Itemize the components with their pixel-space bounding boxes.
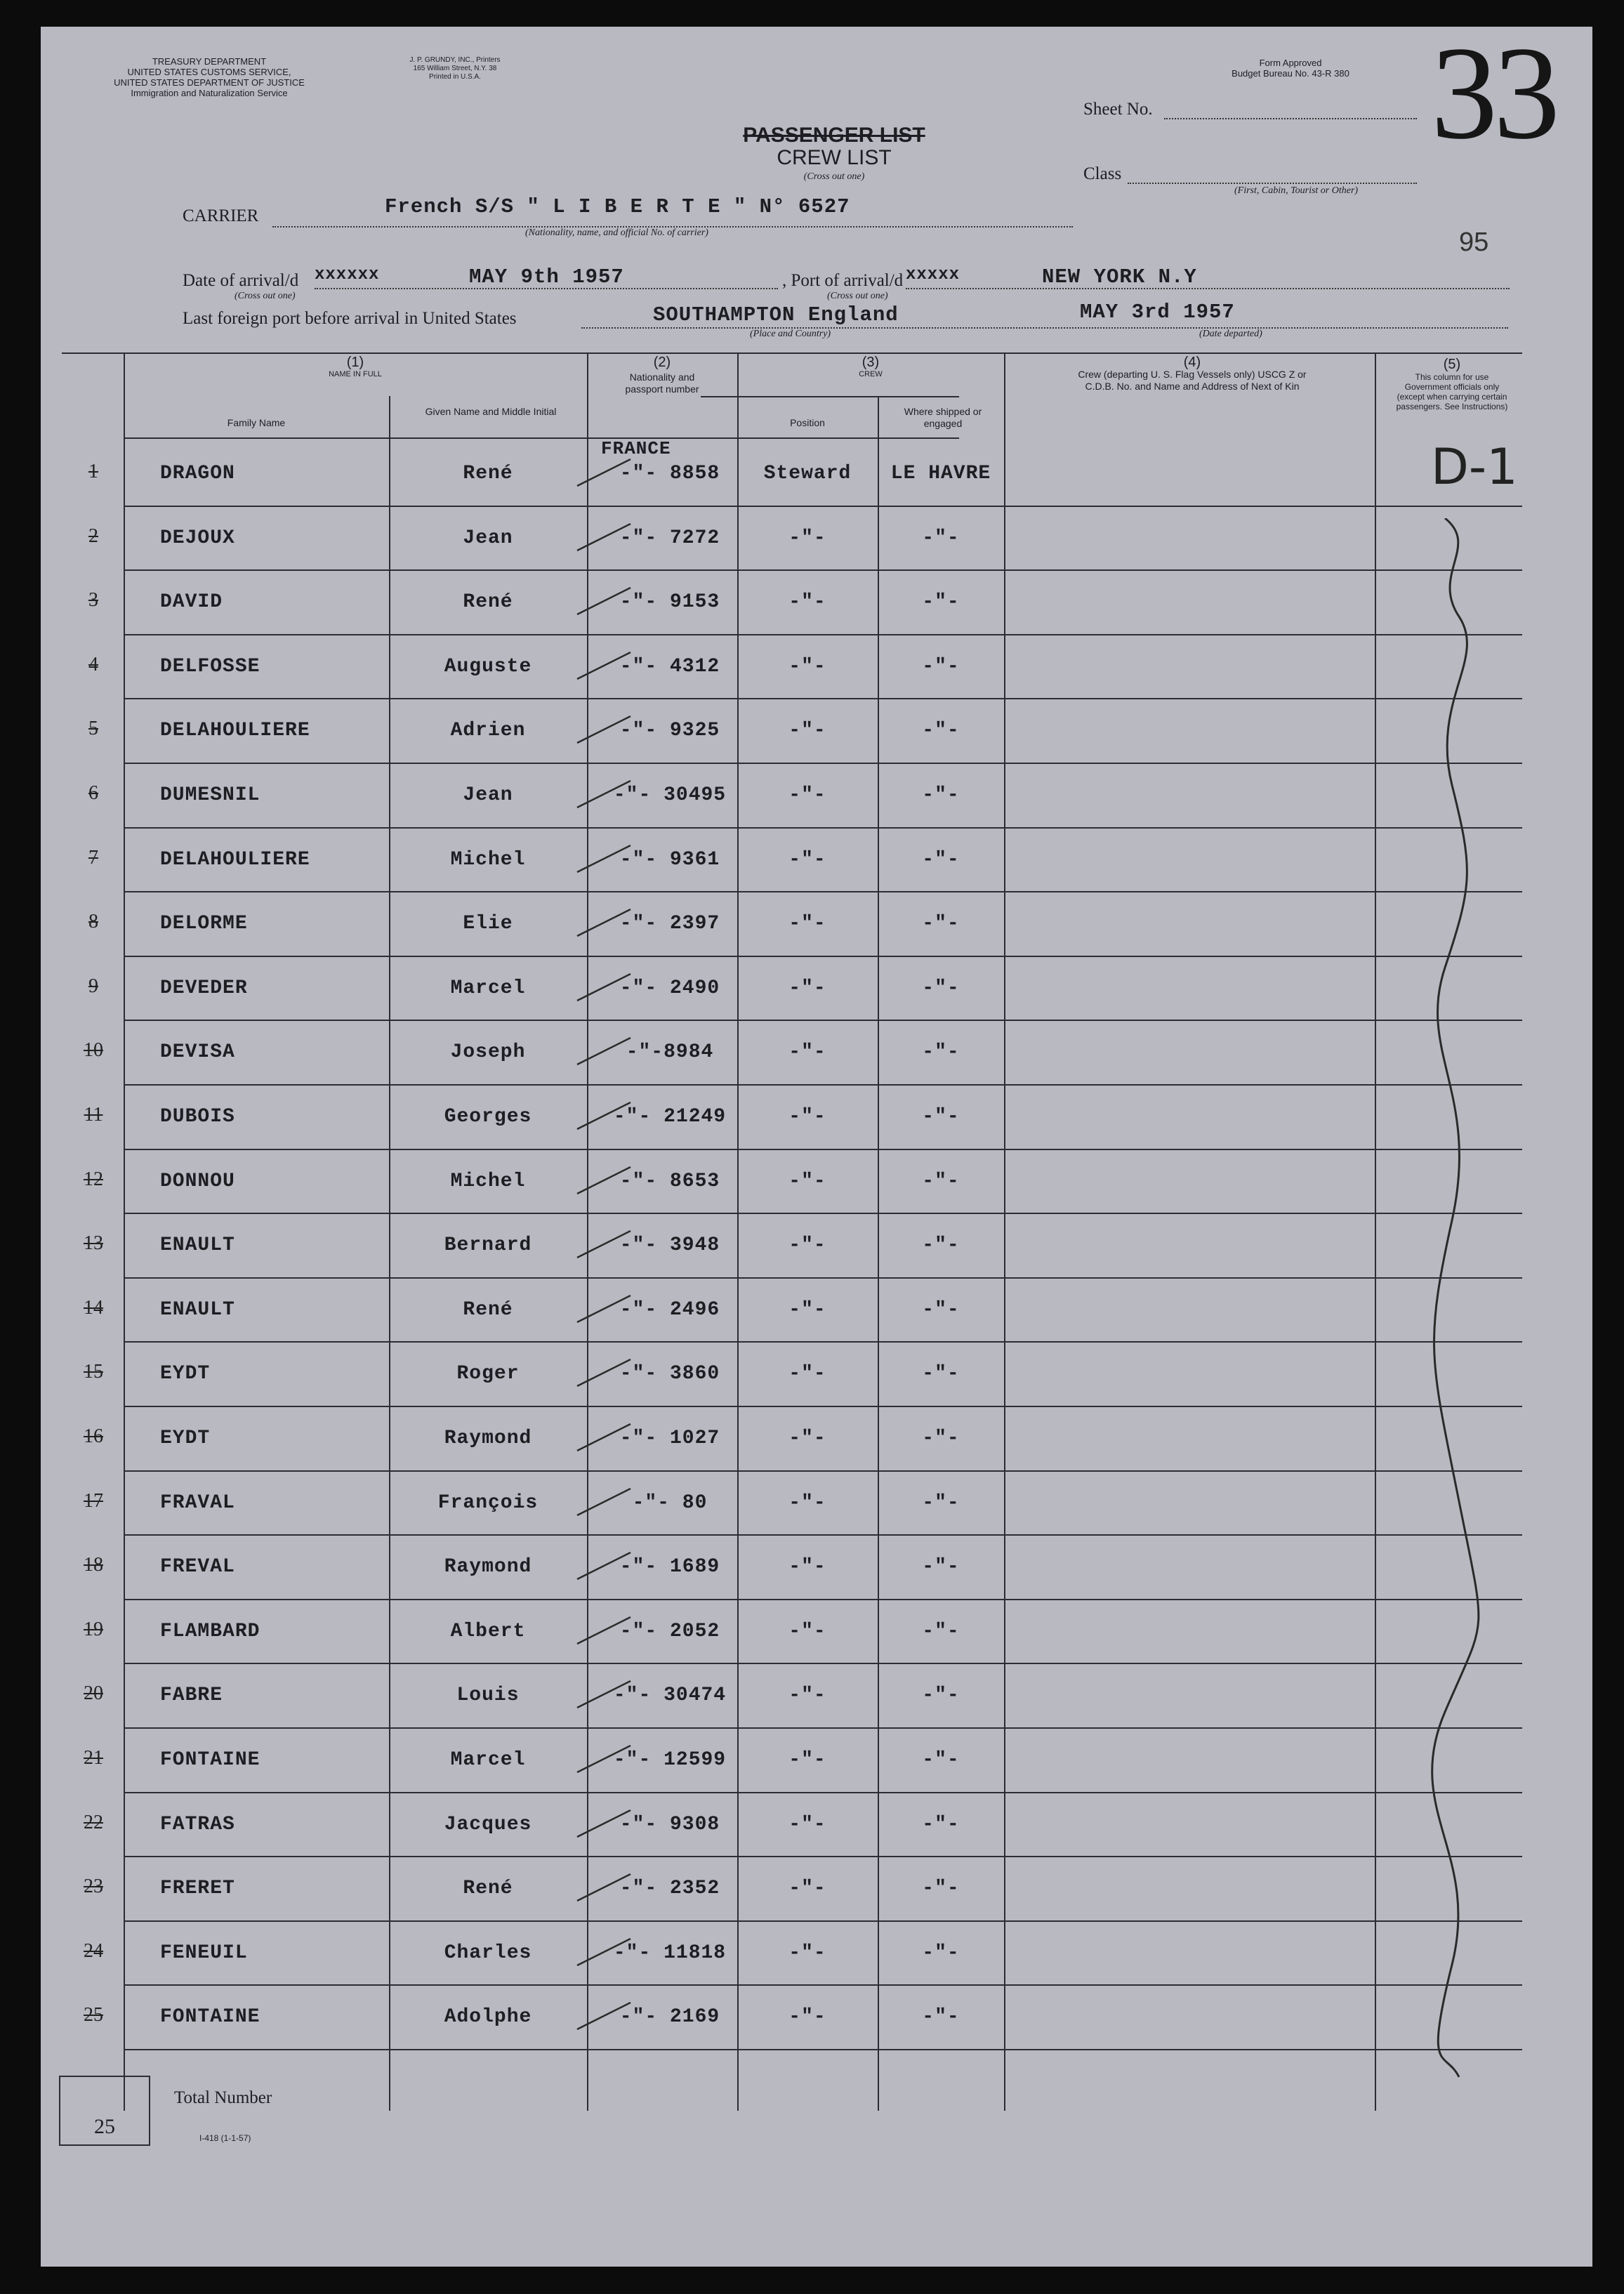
cell-family: FENEUIL: [160, 1942, 248, 1964]
col1-number: (1): [346, 355, 364, 370]
cell-passport: -"- 2169: [619, 2005, 720, 2028]
check-mark-icon: [574, 1291, 638, 1326]
sheet-no-line: [1164, 118, 1417, 119]
cell-passport: -"- 8653: [619, 1170, 720, 1192]
last-port-hint: (Place and Country): [750, 329, 831, 339]
check-mark-icon: [574, 905, 638, 940]
cell-passport: -"- 7272: [619, 527, 720, 549]
total-value: 25: [94, 2115, 115, 2138]
row-number: 12: [84, 1168, 103, 1190]
cell-shipped: -"-: [922, 719, 960, 741]
cell-passport: -"- 2397: [619, 912, 720, 935]
table-top-rule: [62, 352, 1522, 354]
cell-given: Georges: [444, 1105, 532, 1128]
class-label: Class: [1083, 164, 1122, 183]
cell-position: -"-: [788, 1105, 826, 1128]
cell-family: DEVISA: [160, 1041, 235, 1063]
date-arrival-label: Date of arrival/d: [183, 271, 299, 290]
check-mark-icon: [574, 1420, 638, 1455]
cell-given: René: [463, 591, 513, 613]
printer-line: J. P. GRUNDY, INC., Printers: [409, 56, 501, 64]
col1-header: [124, 357, 587, 381]
cell-passport: -"- 21249: [613, 1105, 727, 1128]
date-arrival-hint: (Cross out one): [235, 291, 296, 301]
printer-line: 165 William Street, N.Y. 38: [413, 65, 497, 72]
cell-position: -"-: [788, 848, 826, 871]
cell-shipped: -"-: [922, 1555, 960, 1578]
row-number: 16: [84, 1425, 103, 1447]
check-mark-icon: [574, 1163, 638, 1198]
check-mark-icon: [574, 1806, 638, 1841]
cell-passport: -"- 9308: [619, 1813, 720, 1835]
cell-given: François: [437, 1491, 539, 1514]
cell-passport: -"- 1689: [619, 1555, 720, 1578]
agency-header: [62, 56, 357, 98]
last-port-label: Last foreign port before arrival in United States: [183, 309, 517, 328]
cell-shipped: -"-: [922, 1041, 960, 1063]
cell-position: -"-: [788, 1491, 826, 1514]
row-number: 9: [88, 975, 98, 997]
cell-given: Jacques: [444, 1813, 532, 1835]
cell-given: Raymond: [444, 1555, 532, 1578]
col5-number: (5): [1443, 357, 1461, 372]
port-arrival-crossed: xxxxx: [906, 265, 960, 284]
row-number: 23: [84, 1876, 103, 1897]
cell-shipped: -"-: [922, 1298, 960, 1321]
cell-position: -"-: [788, 1877, 826, 1899]
manifest-sheet: [41, 20, 1592, 2267]
check-mark-icon: [574, 1034, 638, 1069]
date-arrival-crossed: xxxxxx: [315, 265, 380, 284]
cell-family: DUBOIS: [160, 1105, 235, 1128]
cell-passport: -"- 4312: [619, 655, 720, 678]
cell-shipped: -"-: [922, 1813, 960, 1835]
col2-title: Nationality and passport number: [625, 371, 699, 395]
cell-passport: -"- 1027: [619, 1427, 720, 1449]
cell-given: Jean: [463, 784, 513, 806]
cell-shipped: -"-: [922, 784, 960, 806]
row-number: 21: [84, 1747, 103, 1769]
check-mark-icon: [574, 1098, 638, 1133]
cell-shipped: -"-: [922, 1877, 960, 1899]
class-hint: (First, Cabin, Tourist or Other): [1234, 185, 1359, 196]
cell-given: Adolphe: [444, 2005, 532, 2028]
cell-passport: -"- 2052: [619, 1620, 720, 1642]
cell-given: Jean: [463, 527, 513, 549]
cell-family: DEJOUX: [160, 527, 235, 549]
cell-family: DRAGON: [160, 462, 235, 484]
row-number: 8: [88, 911, 98, 932]
port-arrival-line: [906, 288, 1510, 289]
cell-position: -"-: [788, 784, 826, 806]
agency-line: UNITED STATES CUSTOMS SERVICE,: [127, 67, 291, 77]
total-label: Total Number: [174, 2088, 272, 2107]
cell-position: -"-: [788, 2005, 826, 2028]
last-port-date-hint: (Date departed): [1199, 329, 1262, 339]
port-arrival-hint: (Cross out one): [827, 291, 888, 301]
cell-shipped: -"-: [922, 1170, 960, 1192]
cell-family: DELAHOULIERE: [160, 848, 310, 871]
official-mark: D-1: [1431, 438, 1518, 496]
cell-given: Marcel: [450, 1748, 526, 1771]
cell-shipped: -"-: [922, 912, 960, 935]
row-number: 1: [88, 461, 98, 482]
col2-header: [587, 357, 737, 395]
date-arrival-value: MAY 9th 1957: [469, 265, 624, 289]
check-mark-icon: [574, 1741, 638, 1776]
check-mark-icon: [574, 712, 638, 747]
row-number: 11: [84, 1104, 103, 1126]
cell-family: FRAVAL: [160, 1491, 235, 1514]
cell-shipped: -"-: [922, 527, 960, 549]
title-crossed: PASSENGER LIST: [743, 124, 925, 147]
position-header: Position: [790, 417, 825, 428]
cell-given: Raymond: [444, 1427, 532, 1449]
sheet-number-stamp: 33: [1431, 20, 1556, 167]
cell-family: FABRE: [160, 1684, 223, 1706]
vline-left: [124, 352, 125, 2111]
check-mark-icon: [574, 777, 638, 812]
row-number: 15: [84, 1361, 103, 1383]
cell-family: EYDT: [160, 1427, 211, 1449]
cell-shipped: -"-: [922, 977, 960, 999]
cell-passport: -"- 2496: [619, 1298, 720, 1321]
cell-given: Joseph: [450, 1041, 526, 1063]
cell-position: -"-: [788, 1942, 826, 1964]
cell-shipped: -"-: [922, 1748, 960, 1771]
cell-family: FRERET: [160, 1877, 235, 1899]
cell-position: -"-: [788, 655, 826, 678]
cell-passport: -"- 30474: [613, 1684, 727, 1706]
row-number: 13: [84, 1232, 103, 1254]
row-number: 18: [84, 1554, 103, 1576]
cell-family: FATRAS: [160, 1813, 235, 1835]
check-mark-icon: [574, 1677, 638, 1712]
check-mark-icon: [574, 648, 638, 683]
cell-position: Steward: [763, 462, 852, 484]
cell-given: Elie: [463, 912, 513, 935]
cell-position: -"-: [788, 1427, 826, 1449]
cell-passport: -"-8984: [626, 1041, 714, 1063]
port-arrival-label: , Port of arrival/d: [782, 271, 904, 290]
cell-passport: -"- 3948: [619, 1234, 720, 1256]
col5-header: [1382, 357, 1522, 411]
printer-line: Printed in U.S.A.: [429, 73, 481, 81]
row-rule: [124, 2049, 1522, 2050]
row-number: 2: [88, 525, 98, 547]
cell-family: FLAMBARD: [160, 1620, 260, 1642]
cell-position: -"-: [788, 1298, 826, 1321]
row-number: 19: [84, 1619, 103, 1640]
cell-position: -"-: [788, 719, 826, 741]
cell-passport: -"- 9361: [619, 848, 720, 871]
cell-shipped: LE HAVRE: [890, 462, 991, 484]
carrier-value: French S/S " L I B E R T E " N° 6527: [385, 195, 850, 218]
check-mark-icon: [574, 1870, 638, 1905]
cell-given: Charles: [444, 1942, 532, 1964]
col2-number: (2): [653, 355, 671, 370]
check-mark-icon: [574, 1613, 638, 1648]
cell-passport: -"- 9325: [619, 719, 720, 741]
nationality-header: FRANCE: [601, 438, 671, 459]
cell-family: DONNOU: [160, 1170, 235, 1192]
cell-position: -"-: [788, 591, 826, 613]
last-port-line: [581, 327, 1508, 329]
check-mark-icon: [574, 1227, 638, 1262]
cell-position: -"-: [788, 1748, 826, 1771]
check-mark-icon: [574, 455, 638, 490]
row-number: 5: [88, 718, 98, 739]
check-mark-icon: [574, 1998, 638, 2033]
cell-family: DELAHOULIERE: [160, 719, 310, 741]
col4-header: [1024, 357, 1361, 393]
cell-shipped: -"-: [922, 1234, 960, 1256]
cell-family: DELORME: [160, 912, 248, 935]
carrier-hint: (Nationality, name, and official No. of carrier): [525, 228, 708, 238]
official-wavy-mark-icon: [1417, 518, 1501, 2084]
check-mark-icon: [574, 520, 638, 555]
cell-given: René: [463, 462, 513, 484]
cell-shipped: -"-: [922, 1427, 960, 1449]
cell-shipped: -"-: [922, 2005, 960, 2028]
cell-position: -"-: [788, 912, 826, 935]
row-number: 7: [88, 847, 98, 869]
vline-shipped-kin: [1004, 352, 1005, 2111]
port-arrival-value: NEW YORK N.Y: [1042, 265, 1197, 289]
total-box: [59, 2076, 150, 2146]
given-header: Given Name and Middle Initial: [425, 406, 557, 417]
cell-given: Albert: [450, 1620, 526, 1642]
check-mark-icon: [574, 1548, 638, 1583]
col3-title: CREW: [859, 370, 883, 378]
cell-family: DELFOSSE: [160, 655, 260, 678]
cell-shipped: -"-: [922, 1620, 960, 1642]
cell-given: Adrien: [450, 719, 526, 741]
check-mark-icon: [574, 970, 638, 1005]
agency-line: UNITED STATES DEPARTMENT OF JUSTICE: [114, 77, 305, 88]
cell-passport: -"- 11818: [613, 1942, 727, 1964]
family-header: Family Name: [227, 417, 286, 428]
col4-title: Crew (departing U. S. Flag Vessels only) USCG Z or C.D.B. No. and Name and Address of Next of Kin: [1078, 369, 1307, 392]
vline-kin-official: [1375, 352, 1376, 2111]
cell-position: -"-: [788, 1684, 826, 1706]
agency-line: TREASURY DEPARTMENT: [152, 56, 267, 67]
col5-title: This column for use Government officials only (except when carrying certain passengers. See Instructions): [1396, 372, 1508, 411]
title: CREW LIST: [777, 146, 892, 169]
cell-passport: -"- 30495: [613, 784, 727, 806]
row-number: 22: [84, 1812, 103, 1833]
side-number: 95: [1459, 228, 1489, 257]
col4-number: (4): [1183, 355, 1201, 370]
cell-family: DEVEDER: [160, 977, 248, 999]
col3-number: (3): [861, 355, 880, 370]
cell-given: Roger: [456, 1362, 520, 1385]
cell-given: Bernard: [444, 1234, 532, 1256]
agency-line: Immigration and Naturalization Service: [131, 88, 288, 98]
cell-position: -"-: [788, 527, 826, 549]
cell-position: -"-: [788, 1620, 826, 1642]
cell-shipped: -"-: [922, 655, 960, 678]
check-mark-icon: [574, 1934, 638, 1970]
cell-family: EYDT: [160, 1362, 211, 1385]
col3-header: [737, 357, 1004, 381]
col1-title: NAME IN FULL: [329, 370, 382, 378]
row-number: 14: [84, 1297, 103, 1319]
cell-family: DAVID: [160, 591, 223, 613]
shipped-header: Where shipped or engaged: [904, 406, 982, 429]
cell-shipped: -"-: [922, 591, 960, 613]
check-mark-icon: [574, 584, 638, 619]
cell-position: -"-: [788, 1813, 826, 1835]
cell-position: -"-: [788, 1234, 826, 1256]
cell-position: -"-: [788, 1362, 826, 1385]
form-approved-line: Form Approved: [1259, 58, 1322, 68]
printer-header: [371, 56, 539, 81]
cell-given: Marcel: [450, 977, 526, 999]
cell-given: Louis: [456, 1684, 520, 1706]
cell-family: ENAULT: [160, 1298, 235, 1321]
check-mark-icon: [574, 1355, 638, 1390]
last-port-value: SOUTHAMPTON England: [653, 303, 899, 327]
carrier-label: CARRIER: [183, 206, 259, 225]
check-mark-icon: [574, 1484, 638, 1520]
row-number: 20: [84, 1682, 103, 1704]
row-number: 17: [84, 1490, 103, 1512]
cell-passport: -"- 12599: [613, 1748, 727, 1771]
cell-position: -"-: [788, 1170, 826, 1192]
cell-shipped: -"-: [922, 1362, 960, 1385]
cell-family: FONTAINE: [160, 2005, 260, 2028]
check-mark-icon: [574, 841, 638, 876]
cell-position: -"-: [788, 1041, 826, 1063]
cell-given: Michel: [450, 1170, 526, 1192]
form-approved-line: Budget Bureau No. 43-R 380: [1232, 68, 1349, 79]
cell-passport: -"- 9153: [619, 591, 720, 613]
cell-shipped: -"-: [922, 1105, 960, 1128]
cell-family: DUMESNIL: [160, 784, 260, 806]
cell-passport: -"- 8858: [619, 462, 720, 484]
cell-shipped: -"-: [922, 1684, 960, 1706]
last-port-date: MAY 3rd 1957: [1080, 301, 1235, 324]
cell-passport: -"- 2352: [619, 1877, 720, 1899]
cell-passport: -"- 2490: [619, 977, 720, 999]
form-code: I-418 (1-1-57): [199, 2133, 251, 2143]
cell-given: René: [463, 1877, 513, 1899]
cell-position: -"-: [788, 977, 826, 999]
cell-passport: -"- 80: [632, 1491, 708, 1514]
row-number: 24: [84, 1940, 103, 1962]
cell-given: Michel: [450, 848, 526, 871]
table-header-rule-1: [124, 437, 959, 439]
crew-subheader-rule: [701, 396, 959, 397]
cell-shipped: -"-: [922, 1491, 960, 1514]
row-number: 6: [88, 782, 98, 804]
title-hint: (Cross out one): [803, 171, 865, 182]
row-number: 4: [88, 654, 98, 675]
cell-shipped: -"-: [922, 848, 960, 871]
cell-passport: -"- 3860: [619, 1362, 720, 1385]
cell-family: FONTAINE: [160, 1748, 260, 1771]
cell-given: Auguste: [444, 655, 532, 678]
cell-given: René: [463, 1298, 513, 1321]
cell-shipped: -"-: [922, 1942, 960, 1964]
cell-family: ENAULT: [160, 1234, 235, 1256]
form-approved: [1192, 58, 1389, 79]
sheet-no-label: Sheet No.: [1083, 100, 1153, 119]
cell-position: -"-: [788, 1555, 826, 1578]
row-number: 3: [88, 589, 98, 611]
row-number: 10: [84, 1039, 103, 1061]
class-line: [1128, 183, 1417, 184]
cell-family: FREVAL: [160, 1555, 235, 1578]
row-number: 25: [84, 2004, 103, 2026]
